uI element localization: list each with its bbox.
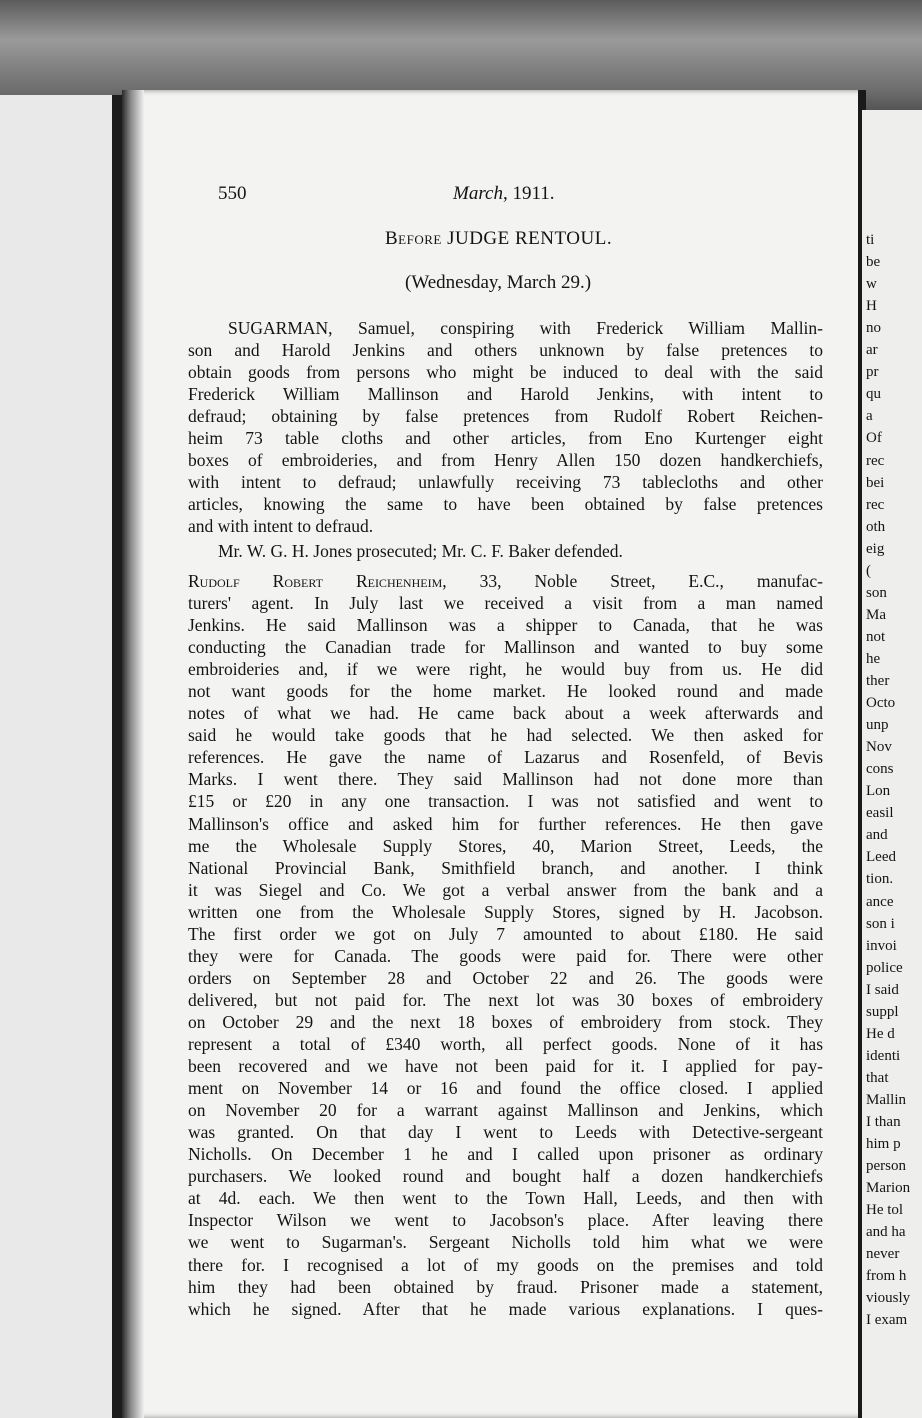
testimony-line: said he would take goods that he had selected. We then asked for [188, 725, 823, 746]
witness-name: Rudolf Robert Reichenheim, [188, 571, 447, 591]
book-spine-shadow [112, 95, 122, 1418]
testimony-line: orders on September 28 and October 22 and 26. The goods were [188, 967, 823, 988]
testimony-line: ment on November 14 or 16 and found the office closed. I applied [188, 1078, 823, 1099]
facing-page-fragment: qu [866, 386, 881, 403]
facing-page-fragment: invoi [866, 937, 897, 954]
witness-address: 33, Noble Street, E.C., manufac- [446, 571, 823, 591]
facing-page-fragment: unp [866, 717, 889, 734]
facing-page-fragment: viously [866, 1290, 911, 1307]
indictment-line: obtain goods from persons who might be induced to deal with the said [188, 362, 823, 382]
heading-before: Before [385, 228, 442, 249]
testimony-line: me the Wholesale Supply Stores, 40, Marion Street, Leeds, the [188, 835, 823, 856]
facing-page-fragment: easil [866, 805, 894, 822]
facing-page-fragment: suppl [866, 1003, 899, 1020]
testimony-line: which he signed. After that he made various explanations. I ques- [188, 1298, 823, 1319]
witness-first-line [188, 571, 823, 591]
indictment-line: defraud; obtaining by false pretences from Rudolf Robert Reichen- [188, 406, 823, 426]
facing-page-fragment: Marion [866, 1180, 911, 1197]
facing-page-fragment: oth [866, 518, 886, 535]
indictment-line: SUGARMAN, Samuel, conspiring with Frederick William Mallin- [228, 318, 823, 338]
facing-page-fragment: He d [866, 1025, 895, 1042]
testimony-line: Mallinson's office and asked him for further references. He then gave [188, 813, 823, 834]
facing-page-fragment: pr [866, 364, 879, 381]
testimony-line: Marks. I went there. They said Mallinson had not done more than [188, 769, 823, 790]
date-year: , 1911. [502, 183, 555, 204]
indictment-line: boxes of embroideries, and from Henry Allen 150 dozen handkerchiefs, [188, 450, 823, 470]
testimony-line: The first order we got on July 7 amounted to about £180. He said [188, 923, 823, 944]
indictment-line: with intent to defraud; unlawfully receiving 73 tablecloths and other [188, 472, 823, 492]
testimony-line: they were for Canada. The goods were paid for. There were other [188, 945, 823, 966]
facing-page-fragment: son i [866, 915, 895, 932]
facing-page-fragment: H [866, 298, 877, 315]
testimony-line: £15 or £20 in any one transaction. I was not satisfied and went to [188, 791, 823, 812]
facing-page-fragment: ther [866, 673, 890, 689]
indictment-line: Frederick William Mallinson and Harold Jenkins, with intent to [188, 384, 823, 404]
testimony-line: there for. I recognised a lot of my goods on the premises and told [188, 1254, 823, 1275]
testimony-line: purchasers. We looked round and bought half a dozen handkerchiefs [188, 1166, 823, 1187]
facing-page-fragment: identi [866, 1047, 901, 1064]
testimony-line: on November 20 for a warrant against Mallinson and Jenkins, which [188, 1100, 823, 1121]
facing-page-fragment: Lon [866, 783, 891, 800]
testimony-line: references. He gave the name of Lazarus and Rosenfeld, of Bevis [188, 747, 823, 768]
facing-page-fragment: ar [866, 342, 878, 359]
testimony-line: embroideries and, if we were right, he would buy from us. He did [188, 659, 823, 680]
facing-page-fragment: not [866, 628, 886, 645]
testimony-line: not want goods for the home market. He looked round and made [188, 681, 823, 702]
date-month: March [453, 183, 503, 204]
testimony-line: National Provincial Bank, Smithfield branch, and another. I think [188, 857, 823, 878]
left-page-edge [0, 95, 120, 1418]
facing-page-fragment: him p [866, 1136, 901, 1153]
facing-page-fragment: and [866, 827, 888, 844]
facing-page-fragment: be [866, 254, 881, 271]
facing-page-fragment: never [866, 1246, 900, 1263]
page-gutter [122, 90, 144, 1418]
facing-page-fragment: eig [866, 540, 885, 557]
testimony-line: was granted. On that day I went to Leeds with Detective-sergeant [188, 1122, 823, 1143]
facing-page-fragment: son [866, 584, 887, 601]
facing-page-fragment: bei [866, 474, 885, 491]
testimony-line: been recovered and we have not been paid for it. I applied for pay- [188, 1056, 823, 1077]
facing-page-fragment: person [866, 1158, 906, 1175]
testimony-line: on October 29 and the next 18 boxes of embroidery from stock. They [188, 1011, 823, 1032]
counsel-line: Mr. W. G. H. Jones prosecuted; Mr. C. F. Baker defended. [218, 541, 623, 561]
testimony-line: notes of what we had. He came back about a week afterwards and [188, 703, 823, 724]
testimony-line: we went to Sugarman's. Sergeant Nicholls told him what we were [188, 1232, 823, 1253]
facing-page-fragment: I exam [866, 1312, 908, 1329]
testimony-line: represent a total of £340 worth, all perfect goods. None of it has [188, 1034, 823, 1054]
facing-page-fragment: rec [866, 452, 885, 469]
page-date [453, 183, 555, 205]
facing-page-fragment: no [866, 320, 881, 337]
testimony-line: written one from the Wholesale Supply Stores, signed by H. Jacobson. [188, 901, 823, 922]
facing-page-fragment: Leed [866, 849, 896, 866]
heading-judge: JUDGE RENTOUL. [441, 228, 613, 249]
testimony-line: at 4d. each. We then went to the Town Hall, Leeds, and then with [188, 1188, 823, 1209]
facing-page-fragment: ( [866, 562, 871, 579]
indictment-line: heim 73 table cloths and other articles, from Eno Kurtenger eight [188, 428, 823, 448]
testimony-line: delivered, but not paid for. The next lot was 30 boxes of embroidery [188, 989, 823, 1010]
indictment-line: son and Harold Jenkins and others unknown by false pretences to [188, 340, 823, 360]
facing-page-fragment: I than [866, 1114, 901, 1130]
testimony-line: him they had been obtained by fraud. Prisoner made a statement, [188, 1276, 823, 1297]
testimony-line: Inspector Wilson we went to Jacobson's place. After leaving there [188, 1210, 823, 1231]
facing-page-fragment: rec [866, 496, 885, 513]
indictment-line: and with intent to defraud. [188, 516, 374, 536]
facing-page-fragment: he [866, 650, 881, 667]
testimony-line: Jenkins. He said Mallinson was a shipper to Canada, that he was [188, 615, 823, 636]
facing-page-fragment: a [866, 408, 873, 425]
facing-page-fragment: He tol [866, 1202, 904, 1219]
judge-heading [385, 228, 612, 250]
facing-page-fragment: Mallin [866, 1091, 906, 1108]
facing-page-fragment: ance [866, 893, 894, 910]
facing-page-fragment: tion. [866, 871, 894, 888]
facing-page-fragment: police [866, 959, 903, 976]
facing-page-fragment: I said [866, 981, 899, 998]
facing-page-fragment: w [866, 276, 877, 293]
testimony-line: turers' agent. In July last we received a visit from a man named [188, 593, 823, 613]
facing-page-fragment: that [866, 1069, 889, 1086]
facing-page-fragment: Octo [866, 695, 896, 712]
testimony-line: it was Siegel and Co. We got a verbal answer from the bank and a [188, 879, 823, 900]
facing-page-fragment: from h [866, 1268, 907, 1285]
testimony-line: Nicholls. On December 1 he and I called upon prisoner as ordinary [188, 1144, 823, 1165]
facing-page-fragment: cons [866, 761, 894, 778]
facing-page-fragment: Nov [866, 739, 892, 756]
page-number: 550 [218, 183, 247, 204]
facing-page-fragment: ti [866, 232, 875, 248]
testimony-line: conducting the Canadian trade for Mallinson and wanted to buy some [188, 637, 823, 658]
sitting-date: (Wednesday, March 29.) [405, 272, 592, 293]
indictment-line: articles, knowing the same to have been obtained by false pretences [188, 494, 823, 514]
facing-page-fragment: and ha [866, 1224, 906, 1241]
facing-page-fragment: Of [866, 430, 882, 447]
facing-page-fragment: Ma [866, 606, 886, 623]
